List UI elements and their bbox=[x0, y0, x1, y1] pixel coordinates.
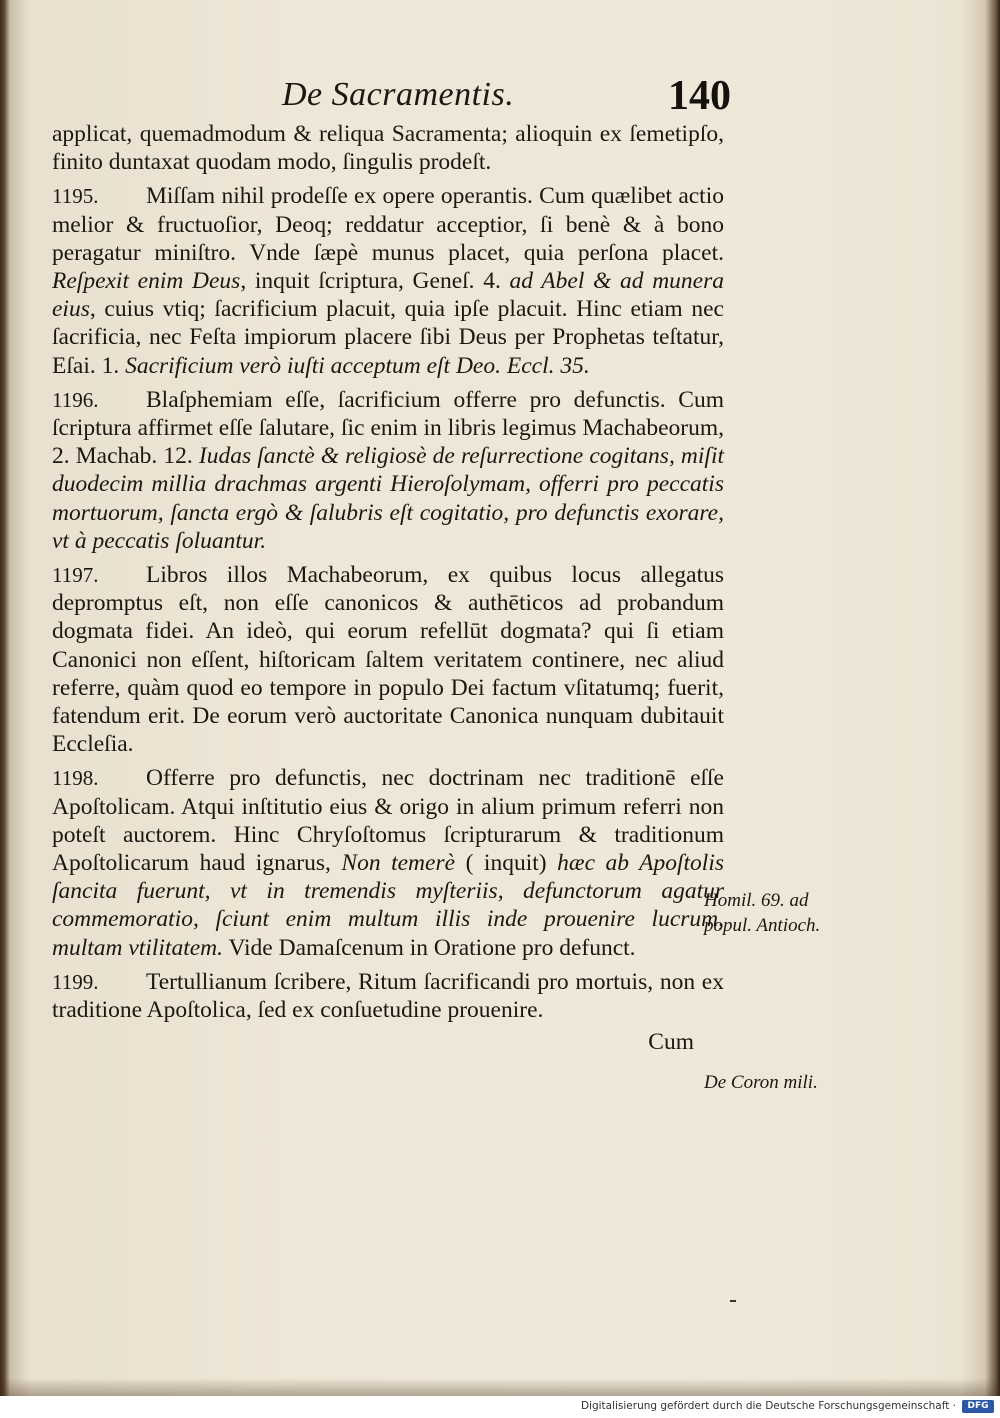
running-title: De Sacramentis. bbox=[282, 76, 515, 113]
paragraph-1199 bbox=[52, 968, 724, 1024]
paragraph-text: , inquit ſcriptura, Geneſ. 4. bbox=[240, 268, 501, 295]
intro-paragraph bbox=[52, 120, 724, 176]
margin-note-chrysostom bbox=[704, 888, 844, 938]
paragraph-1197 bbox=[52, 561, 724, 758]
italic-quote: Reſpexit enim Deus bbox=[52, 268, 241, 295]
paragraph-number: 1196. bbox=[52, 387, 99, 412]
paragraph-text: Tertullianum ſcribere, Ritum ſacrificandi pro mortuis, non ex traditione Apoſtolica, ſed ex conſuetudine prouenire. bbox=[52, 968, 724, 1024]
page-number: 140 bbox=[668, 73, 731, 119]
margin-note-line: De Coron mili. bbox=[704, 1072, 818, 1093]
italic-quote: Non temerè bbox=[341, 850, 456, 877]
paragraph-number: 1197. bbox=[52, 563, 99, 588]
paragraph-number: 1199. bbox=[52, 969, 99, 994]
italic-quote: Iudas ſanctè & religiosè de reſurrectione cogitans, miſit duodecim millia drachmas argenti Hieroſolymam, offerri pro peccatis mortuorum, ſancta ergò & ſalubris eſt cogitatio, pro defunctis exorare, vt à peccatis ſoluantur. bbox=[52, 443, 725, 554]
paragraph-text: , cuius vtiq; ſacrificium placuit, quia ipſe placuit. Hinc etiam nec ſacrificia, nec Feſta impiorum placere ſibi Deus per Prophetas teſtatur, Eſai. 1. bbox=[52, 296, 724, 379]
italic-quote: Sacrificium verò iuſti acceptum eſt Deo. Eccl. 35. bbox=[125, 352, 590, 379]
paragraph-text: ( inquit) bbox=[465, 850, 547, 877]
paragraph-number: 1198. bbox=[52, 766, 99, 791]
paragraph-text: Blaſphemiam eſſe, ſacrificium offerre pro defunctis. Cum ſcriptura affirmet eſſe ſalutare, ſic enim in libris legimus Machabeorum, 2. Machab. 12. bbox=[52, 386, 724, 470]
footer-bar bbox=[0, 1396, 1000, 1418]
margin-note-tertullian bbox=[704, 1070, 844, 1095]
page-header bbox=[0, 72, 1000, 122]
paragraph-1195 bbox=[52, 182, 724, 379]
paragraph-1196 bbox=[52, 386, 724, 555]
catchword: Cum bbox=[648, 1029, 694, 1056]
ink-speck bbox=[730, 1300, 736, 1302]
paragraph-text: Vide Damaſcenum in Oratione pro defunct. bbox=[228, 934, 636, 961]
intro-text: applicat, quemadmodum & reliqua Sacramenta; alioquin ex ſemetipſo, finito duntaxat quodam modo, ſingulis prodeſt. bbox=[52, 121, 724, 176]
margin-note-line: Homil. 69. ad bbox=[704, 890, 809, 911]
funding-credit: Digitalisierung gefördert durch die Deutsche Forschungsgemeinschaft · bbox=[580, 1400, 956, 1412]
italic-quote: ad Abel & ad munera eius bbox=[52, 268, 724, 323]
paragraph-text: Offerre pro defunctis, nec doctrinam nec traditionē eſſe Apoſtolicam. Atqui inſtitutio eius & origo in alium primum referri non poteſt auctorem. Hinc Chryſoſtomus ſcripturarum & traditionum Apoſtolicarum haud ignarus, bbox=[52, 765, 724, 877]
paragraph-number: 1195. bbox=[52, 184, 99, 209]
margin-note-line: popul. Antioch. bbox=[704, 915, 821, 936]
dfg-logo-icon: DFG bbox=[962, 1400, 994, 1413]
paragraph-text: Miſſam nihil prodeſſe ex opere operantis. Cum quælibet actio melior & fructuoſior, Deoq; reddatur acceptior, ſi benè & à bono peragatur miniſtro. Vnde ſæpè munus placet, quia perſona placet. bbox=[52, 183, 724, 266]
paragraph-text: Libros illos Machabeorum, ex quibus locus allegatus depromptus eſt, non eſſe canonicos & authēticos ad probandum dogmata fidei. An ideò, qui eorum refellūt dogmata? qui ſi etiam Canonici non eſſent, hiſtoricam ſaltem veritatem continere, nec aliud referre, quàm quod eo tempore in populo Dei factum vſitatumq; fuerit, fatendum erit. De eorum verò auctoritate Canonica nunquam dubitauit Eccleſia. bbox=[52, 562, 724, 758]
paragraph-1198 bbox=[52, 764, 724, 961]
main-text-block bbox=[52, 120, 724, 1057]
italic-quote: hæc ab Apoſtolis ſancita fuerunt, vt in tremendis myſteriis, defunctorum agatur commemoratio, ſciunt enim multum illis inde prouenire lucrum, multam vtilitatem. bbox=[52, 850, 724, 961]
